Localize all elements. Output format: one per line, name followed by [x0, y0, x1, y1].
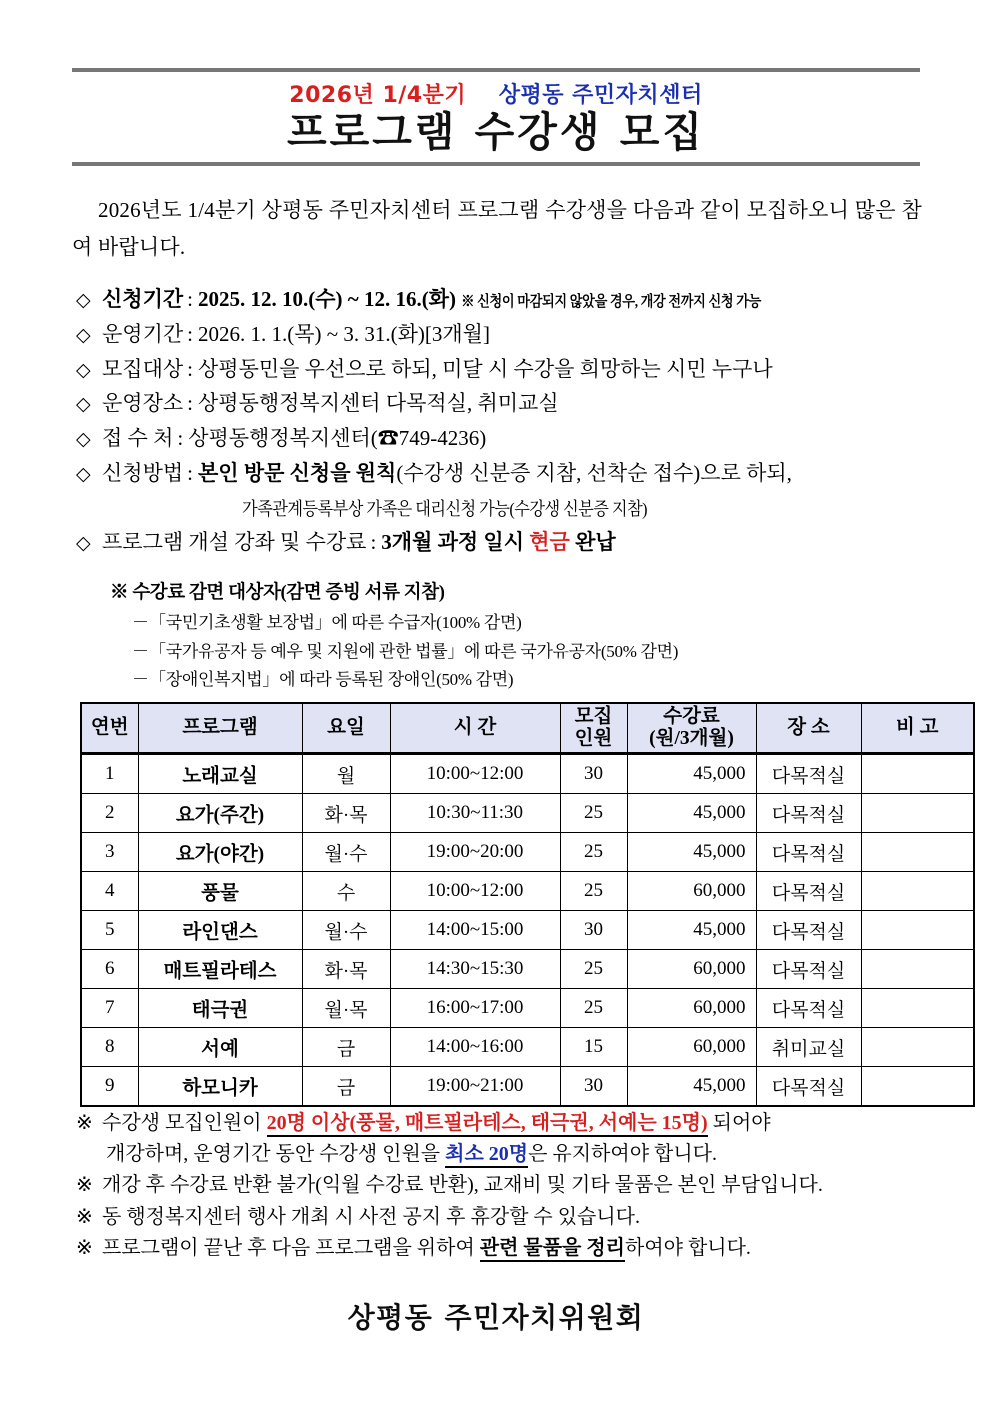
cell-no: 7 [81, 989, 138, 1028]
footnote-no-refund [76, 1170, 956, 1201]
footnote-minimum-enrollment [76, 1108, 956, 1139]
table-row [81, 1028, 974, 1067]
cell-no: 3 [81, 833, 138, 872]
cell-program: 태극권 [138, 989, 302, 1028]
bullet-colon: : [370, 529, 377, 554]
bullet-label: 운영기간 [102, 321, 184, 346]
cell-place: 다목적실 [756, 794, 861, 833]
cell-time: 10:00~12:00 [390, 754, 560, 794]
bullet-label: 신청방법 [102, 460, 184, 485]
bullet-item-operating-period [76, 317, 936, 352]
footnote-text: 동 행정복지센터 행사 개최 시 사전 공지 후 휴강할 수 있습니다. [102, 1205, 640, 1228]
bullet-subline-how-to-apply [76, 491, 936, 525]
cell-remarks [861, 1028, 974, 1067]
diamond-icon: ◇ [76, 290, 91, 311]
cell-time: 14:00~15:00 [390, 911, 560, 950]
col-header-remarks-l1: 비 고 [895, 717, 939, 739]
col-header-time [390, 703, 560, 754]
cell-time: 10:30~11:30 [390, 794, 560, 833]
cell-no: 6 [81, 950, 138, 989]
cell-place: 다목적실 [756, 833, 861, 872]
fee-reduction-item [110, 638, 950, 667]
bullet-value-highlight: 현금 [529, 529, 570, 554]
bullet-value-bold: 본인 방문 신청을 원칙 [198, 460, 397, 485]
cell-day: 월·목 [302, 989, 390, 1028]
program-table-body [81, 754, 974, 1107]
cell-program: 요가(주간) [138, 794, 302, 833]
col-header-day [302, 703, 390, 754]
col-header-fee [627, 703, 756, 754]
bullet-label: 프로그램 개설 강좌 및 수강료 [102, 529, 367, 554]
table-row [81, 1067, 974, 1107]
cell-remarks [861, 794, 974, 833]
cell-place: 다목적실 [756, 989, 861, 1028]
col-header-program-l1: 프로그램 [182, 717, 258, 739]
asterisk-icon: ※ [76, 1174, 93, 1197]
bullet-label: 운영장소 [102, 391, 184, 416]
bullet-colon: : [187, 460, 193, 485]
footnote-text: 개강 후 수강료 반환 불가(익월 수강료 반환), 교재비 및 기타 물품은 본인 부담입니다. [102, 1174, 823, 1197]
cell-fee: 45,000 [627, 754, 756, 794]
diamond-icon: ◇ [76, 394, 91, 416]
table-row [81, 833, 974, 872]
bullet-item-courses-and-fee [76, 525, 936, 560]
bullet-value: 상평동민을 우선으로 하되, 미달 시 수강을 희망하는 시민 누구나 [198, 356, 773, 381]
cell-program: 풍물 [138, 872, 302, 911]
footnote-minimum-enrollment-line2 [76, 1139, 956, 1170]
cell-time: 19:00~21:00 [390, 1067, 560, 1107]
cell-capacity: 25 [560, 794, 627, 833]
cell-capacity: 25 [560, 833, 627, 872]
fee-reduction-item-text: 「장애인복지법」에 따라 등록된 장애인(50% 감면) [149, 670, 514, 690]
program-table-wrapper [80, 702, 939, 1107]
subtitle-quarter: 2026년 1/4분기 [289, 83, 467, 108]
cell-remarks [861, 989, 974, 1028]
cell-day: 월·수 [302, 833, 390, 872]
diamond-icon: ◇ [76, 429, 91, 451]
cell-place: 다목적실 [756, 1067, 861, 1107]
footnote-event-suspension [76, 1202, 956, 1233]
cell-no: 2 [81, 794, 138, 833]
table-header-row [81, 703, 974, 754]
fee-reduction-item [110, 666, 950, 695]
cell-capacity: 25 [560, 950, 627, 989]
cell-remarks [861, 833, 974, 872]
cell-time: 14:30~15:30 [390, 950, 560, 989]
cell-day: 월·수 [302, 911, 390, 950]
cell-place: 다목적실 [756, 950, 861, 989]
cell-program: 노래교실 [138, 754, 302, 794]
cell-capacity: 25 [560, 989, 627, 1028]
cell-no: 5 [81, 911, 138, 950]
cell-capacity: 30 [560, 1067, 627, 1107]
footnotes-section [76, 1108, 956, 1264]
cell-program: 서예 [138, 1028, 302, 1067]
footnote-text-post: 되어야 [712, 1112, 771, 1134]
intro-paragraph [72, 192, 922, 266]
bullet-list [76, 282, 936, 559]
col-header-time-l1: 시 간 [453, 717, 497, 739]
fee-reduction-item-text: 「국가유공자 등 예우 및 지원에 관한 법률」에 따른 국가유공자(50% 감면) [149, 641, 679, 661]
bullet-colon: : [187, 356, 193, 381]
cell-program: 라인댄스 [138, 911, 302, 950]
dash-marker: － [132, 613, 149, 633]
col-header-place [756, 703, 861, 754]
cell-time: 16:00~17:00 [390, 989, 560, 1028]
col-header-capacity [560, 703, 627, 754]
title-block [72, 68, 920, 166]
footnote-highlight-black: 관련 물품을 정리 [480, 1237, 625, 1262]
bullet-value: 상평동행정복지센터(☎749-4236) [188, 426, 487, 451]
diamond-icon: ◇ [76, 324, 91, 346]
issuing-organization: 상평동 주민자치위원회 [347, 1301, 645, 1334]
bullet-value: 2026. 1. 1.(목) ~ 3. 31.(화)[3개월] [198, 321, 490, 346]
col-header-remarks [861, 703, 974, 754]
page-title: 프로그램 수강생 모집 [286, 108, 705, 156]
footnote-text-pre: 프로그램이 끝난 후 다음 프로그램을 위하여 [102, 1236, 475, 1259]
footnote-line2-post: 은 유지하여야 합니다. [528, 1143, 717, 1166]
diamond-icon: ◇ [76, 359, 91, 381]
cell-fee: 45,000 [627, 911, 756, 950]
table-row [81, 950, 974, 989]
cell-day: 금 [302, 1028, 390, 1067]
cell-day: 화·목 [302, 794, 390, 833]
dash-marker: － [132, 670, 149, 690]
bullet-subline-text: 가족관계등록부상 가족은 대리신청 가능(수강생 신분증 지참) [242, 498, 647, 519]
cell-remarks [861, 1067, 974, 1107]
cell-fee: 60,000 [627, 950, 756, 989]
cell-fee: 60,000 [627, 872, 756, 911]
subtitle-line [72, 78, 920, 109]
col-header-day-l1: 요일 [327, 717, 365, 739]
bullet-colon: : [187, 391, 193, 416]
cell-remarks [861, 754, 974, 794]
program-table [80, 702, 975, 1107]
bullet-value-post: 완납 [575, 529, 616, 554]
table-row [81, 872, 974, 911]
dash-marker: － [132, 641, 149, 661]
col-header-capacity-l2: 인원 [574, 728, 613, 749]
bullet-item-venue [76, 386, 936, 421]
cell-fee: 45,000 [627, 833, 756, 872]
fee-reduction-heading: ※ 수강료 감면 대상자(감면 증빙 서류 지참) [110, 583, 445, 603]
asterisk-icon: ※ [76, 1236, 93, 1259]
cell-capacity: 15 [560, 1028, 627, 1067]
footnote-text-pre: 수강생 모집인원이 [102, 1112, 262, 1134]
cell-place: 취미교실 [756, 1028, 861, 1067]
cell-fee: 45,000 [627, 794, 756, 833]
bullet-item-how-to-apply [76, 456, 936, 491]
asterisk-icon: ※ [76, 1205, 93, 1228]
cell-fee: 45,000 [627, 1067, 756, 1107]
cell-fee: 60,000 [627, 1028, 756, 1067]
cell-place: 다목적실 [756, 911, 861, 950]
cell-fee: 60,000 [627, 989, 756, 1028]
title-rule-bottom [72, 162, 920, 166]
fee-reduction-item [110, 609, 950, 638]
bullet-item-reception [76, 421, 936, 456]
bullet-value-pre: 3개월 과정 일시 [381, 529, 524, 554]
bullet-label: 접 수 처 [102, 426, 174, 451]
cell-no: 4 [81, 872, 138, 911]
cell-time: 14:00~16:00 [390, 1028, 560, 1067]
bullet-value: 상평동행정복지센터 다목적실, 취미교실 [198, 391, 559, 416]
fee-reduction-section [110, 578, 950, 695]
intro-text: 2026년도 1/4분기 상평동 주민자치센터 프로그램 수강생을 다음과 같이 모집하오니 많은 참여 바랍니다. [72, 198, 922, 259]
col-header-capacity-l1: 모집 [574, 706, 613, 728]
bullet-colon: : [187, 287, 193, 311]
bullet-note: ※ 신청이 마감되지 않았을 경우, 개강 전까지 신청 가능 [461, 294, 762, 310]
table-row [81, 989, 974, 1028]
cell-program: 요가(야간) [138, 833, 302, 872]
cell-no: 8 [81, 1028, 138, 1067]
cell-no: 9 [81, 1067, 138, 1107]
table-row [81, 911, 974, 950]
cell-capacity: 30 [560, 911, 627, 950]
col-header-fee-l2: (원/3개월) [649, 728, 734, 749]
cell-day: 월 [302, 754, 390, 794]
footnote-highlight-blue: 최소 20명 [445, 1143, 528, 1168]
cell-day: 수 [302, 872, 390, 911]
cell-place: 다목적실 [756, 754, 861, 794]
footnote-text-post: 하여야 합니다. [625, 1236, 751, 1259]
diamond-icon: ◇ [76, 463, 91, 485]
bullet-colon: : [187, 321, 193, 346]
asterisk-icon: ※ [76, 1112, 93, 1134]
cell-remarks [861, 872, 974, 911]
cell-program: 매트필라테스 [138, 950, 302, 989]
footnote-highlight-red: 20명 이상(풍물, 매트필라테스, 태극권, 서예는 15명) [267, 1112, 708, 1137]
footnote-cleanup [76, 1233, 956, 1264]
cell-no: 1 [81, 754, 138, 794]
cell-time: 10:00~12:00 [390, 872, 560, 911]
col-header-no [81, 703, 138, 754]
bullet-item-application-period [76, 282, 936, 317]
bullet-label: 모집대상 [102, 356, 184, 381]
col-header-place-l1: 장 소 [787, 717, 830, 739]
bullet-value-rest: (수강생 신분증 지참, 선착순 접수)으로 하되, [396, 460, 792, 485]
table-row [81, 754, 974, 794]
cell-day: 화·목 [302, 950, 390, 989]
col-header-no-l1: 연번 [90, 717, 129, 739]
fee-reduction-item-text: 「국민기초생활 보장법」에 따른 수급자(100% 감면) [149, 613, 522, 633]
subtitle-center-name: 상평동 주민자치센터 [498, 83, 703, 108]
table-row [81, 794, 974, 833]
cell-remarks [861, 911, 974, 950]
cell-capacity: 25 [560, 872, 627, 911]
cell-place: 다목적실 [756, 872, 861, 911]
bullet-value: 2025. 12. 10.(수) ~ 12. 16.(화) [198, 287, 456, 311]
cell-program: 하모니카 [138, 1067, 302, 1107]
col-header-fee-l1: 수강료 [663, 706, 720, 728]
col-header-program [138, 703, 302, 754]
bullet-label: 신청기간 [102, 287, 184, 311]
cell-remarks [861, 950, 974, 989]
cell-time: 19:00~20:00 [390, 833, 560, 872]
bullet-colon: : [177, 426, 184, 451]
footnote-line2-pre: 개강하며, 운영기간 동안 수강생 인원을 [106, 1143, 441, 1166]
cell-capacity: 30 [560, 754, 627, 794]
diamond-icon: ◇ [76, 532, 91, 554]
cell-day: 금 [302, 1067, 390, 1107]
bullet-item-target [76, 352, 936, 387]
